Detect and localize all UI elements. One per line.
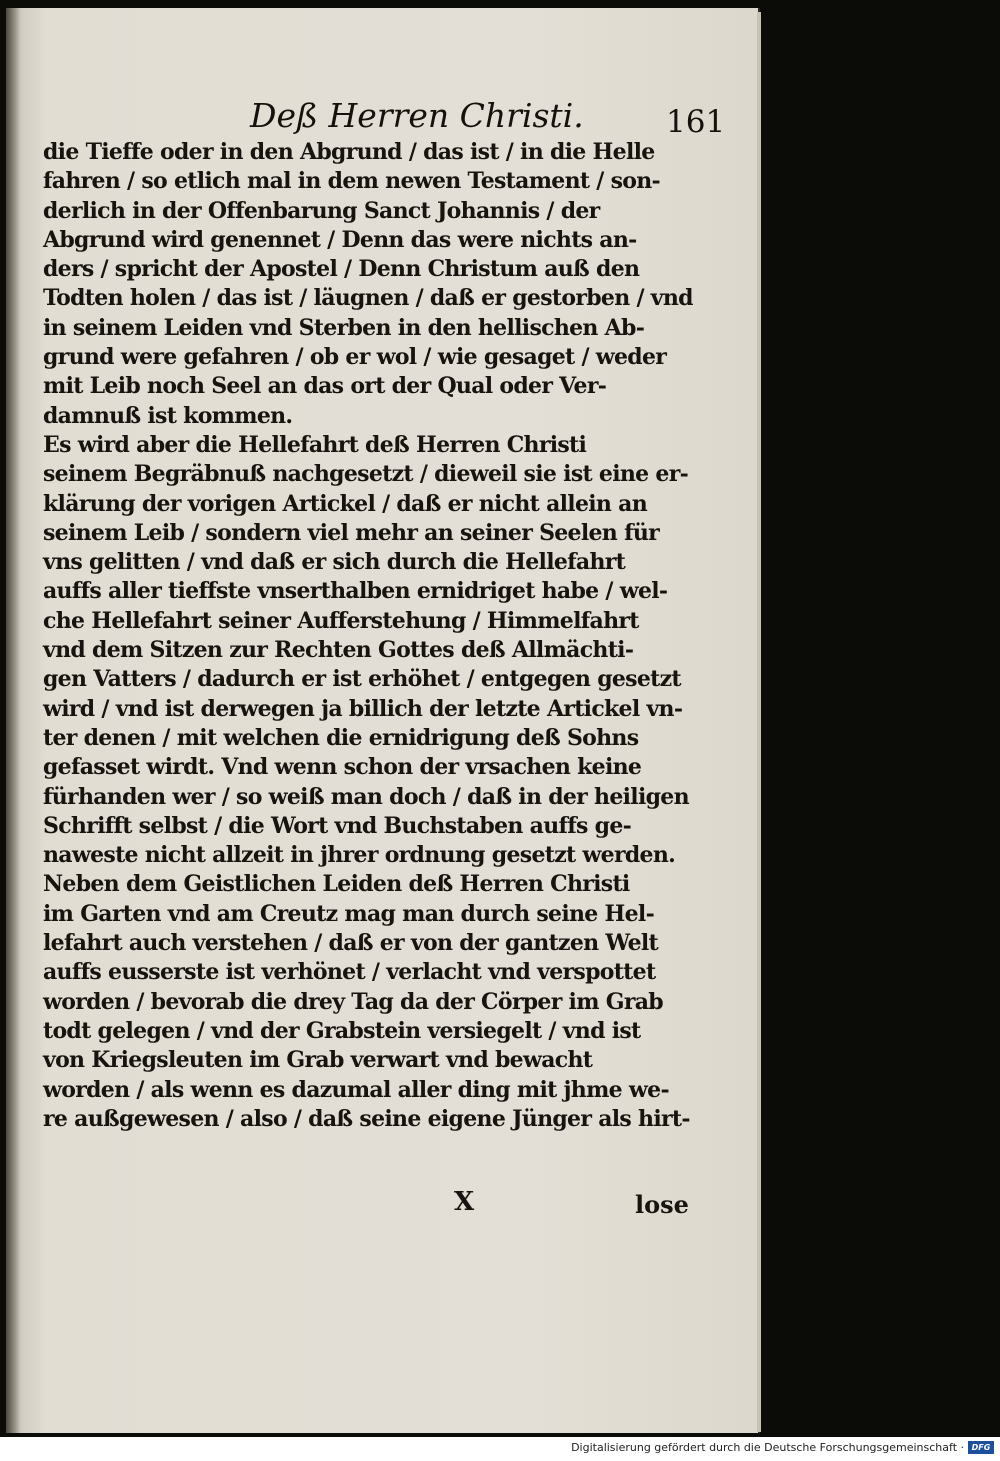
text-line: gefasset wirdt. Vnd wenn schon der vrsachen keine: [43, 754, 642, 781]
page-number: 161: [666, 104, 726, 140]
text-line: worden / als wenn es dazumal aller ding mit jhme we-: [43, 1076, 669, 1103]
text-line: wird / vnd ist derwegen ja billich der letzte Artickel vn-: [43, 695, 683, 722]
text-line: seinem Begräbnuß nachgesetzt / dieweil sie ist eine er-: [43, 461, 689, 488]
text-line: ter denen / mit welchen die ernidrigung deß Sohns: [43, 724, 639, 751]
text-line: vns gelitten / vnd daß er sich durch die Hellefahrt: [43, 549, 626, 576]
text-line: Es wird aber die Hellefahrt deß Herren Christi: [43, 431, 587, 458]
text-line: naweste nicht allzeit in jhrer ordnung gesetzt werden.: [43, 842, 676, 869]
text-line: die Tieffe oder in den Abgrund / das ist / in die Helle: [43, 139, 655, 165]
text-line: grund were gefahren / ob er wol / wie gesaget / weder: [43, 344, 667, 371]
text-line: Abgrund wird genennet / Denn das were nichts an-: [43, 226, 637, 253]
text-line: derlich in der Offenbarung Sanct Johannis / der: [43, 197, 600, 224]
text-line: damnuß ist kommen.: [43, 402, 293, 429]
text-line: re außgewesen / also / daß seine eigene Jünger als hirt-: [43, 1105, 690, 1132]
funding-credit: Digitalisierung gefördert durch die Deutsche Forschungsgemeinschaft ·: [571, 1441, 964, 1454]
text-line: lefahrt auch verstehen / daß er von der gantzen Welt: [43, 930, 659, 957]
text-line: in seinem Leiden vnd Sterben in den hellischen Ab-: [43, 314, 645, 341]
text-line: mit Leib noch Seel an das ort der Qual oder Ver-: [43, 373, 607, 400]
dfg-logo-icon: DFG: [968, 1441, 994, 1454]
text-line: ders / spricht der Apostel / Denn Christum auß den: [43, 256, 640, 283]
signature-mark: X: [454, 1187, 475, 1217]
text-line: im Garten vnd am Creutz mag man durch seine Hel-: [43, 900, 655, 927]
text-line: Todten holen / das ist / läugnen / daß er gestorben / vnd: [43, 285, 693, 312]
text-line: worden / bevorab die drey Tag da der Cörper im Grab: [43, 988, 663, 1015]
text-line: todt gelegen / vnd der Grabstein versiegelt / vnd ist: [43, 1017, 641, 1044]
page-edge: [757, 12, 761, 1432]
text-line: klärung der vorigen Artickel / daß er nicht allein an: [43, 490, 648, 517]
text-line: gen Vatters / dadurch er ist erhöhet / entgegen gesetzt: [43, 666, 681, 693]
text-line: che Hellefahrt seiner Aufferstehung / Himmelfahrt: [43, 607, 639, 634]
text-line: seinem Leib / sondern viel mehr an seiner Seelen für: [43, 519, 660, 546]
body-text: [43, 138, 723, 1134]
text-line: vnd dem Sitzen zur Rechten Gottes deß Allmächti-: [43, 637, 634, 664]
text-line: auffs aller tieffste vnserthalben ernidriget habe / wel-: [43, 578, 668, 605]
text-line: von Kriegsleuten im Grab verwart vnd bewacht: [43, 1047, 593, 1074]
text-line: fürhanden wer / so weiß man doch / daß in der heiligen: [43, 783, 689, 810]
text-line: auffs eusserste ist verhönet / verlacht vnd verspottet: [43, 959, 656, 986]
spine-shadow: [6, 8, 20, 1433]
text-line: fahren / so etlich mal in dem newen Testament / son-: [43, 168, 660, 195]
running-header: Deß Herren Christi.: [250, 96, 584, 135]
footer-bar: [0, 1437, 1000, 1461]
text-line: Neben dem Geistlichen Leiden deß Herren Christi: [43, 871, 630, 898]
text-line: Schrifft selbst / die Wort vnd Buchstaben auffs ge-: [43, 812, 632, 839]
catchword: lose: [635, 1190, 689, 1219]
